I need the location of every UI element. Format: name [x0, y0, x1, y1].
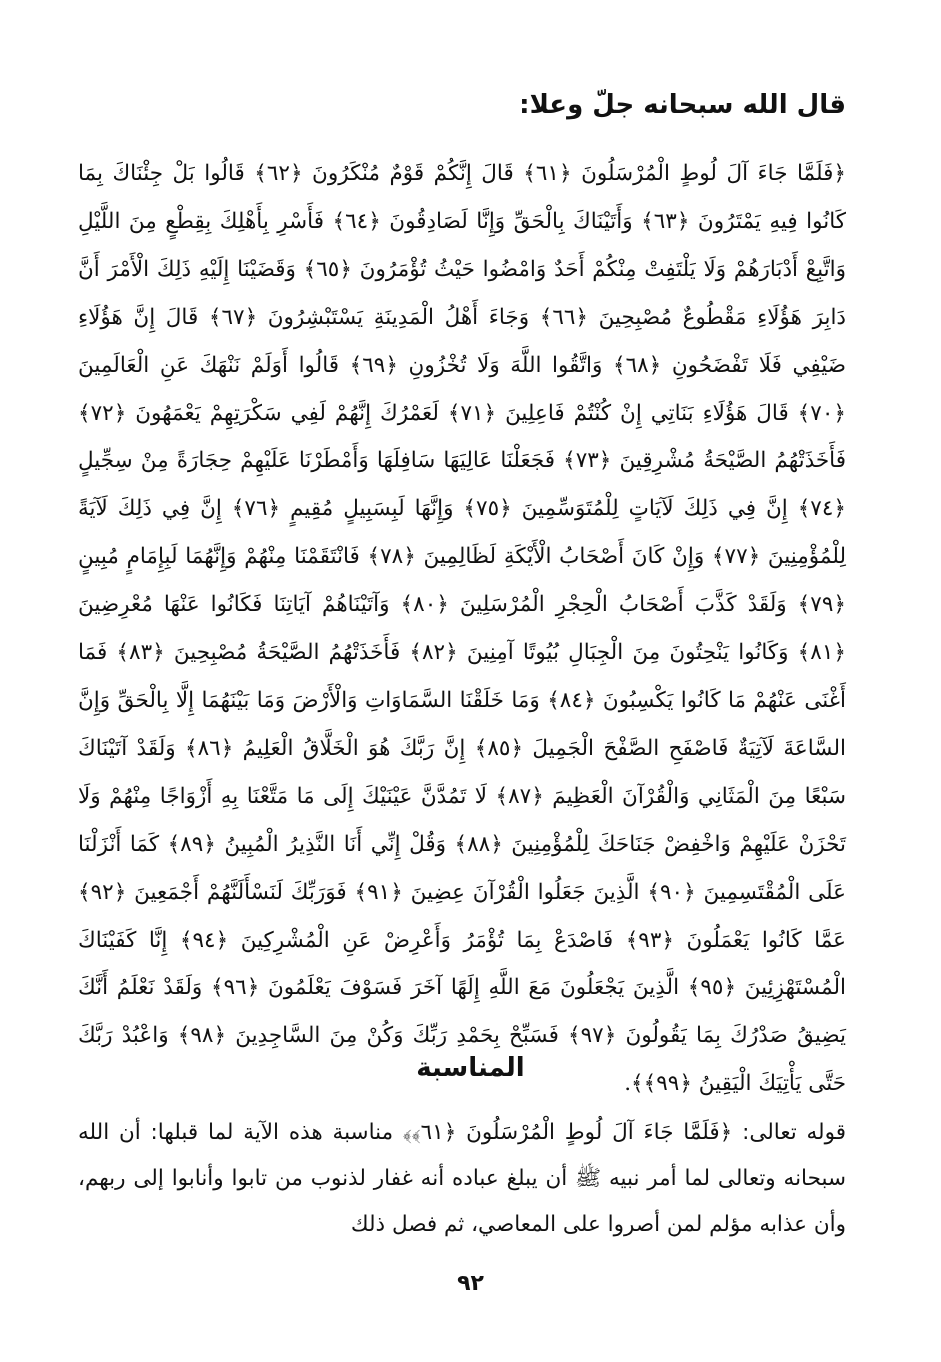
section-title: المناسبة [416, 1053, 525, 1083]
page-number: ٩٢ [457, 1271, 484, 1296]
page-heading: قال الله سبحانه جلّ وعلا: [519, 90, 846, 120]
commentary-paragraph: قوله تعالى: ﴿فَلَمَّا جَاءَ آلَ لُوطٍ الْمُرْسَلُونَ ﴿٦١﴾﴾ مناسبة هذه الآية لما قبلها: أن الله سبحانه وتعالى لما أمر نبيه ﷺ أن يبلغ عباده أنه غفار لذنوب من تابوا وأنابوا إلى ربهم، وأن عذابه مؤلم لمن أصروا على المعاصي، ثم فصل ذلك [78, 1120, 846, 1237]
quran-verses: ﴿فَلَمَّا جَاءَ آلَ لُوطٍ الْمُرْسَلُونَ ﴿٦١﴾ قَالَ إِنَّكُمْ قَوْمٌ مُنْكَرُونَ ﴿٦٢﴾ قَالُوا بَلْ جِئْنَاكَ بِمَا كَانُوا فِيهِ يَمْتَرُونَ ﴿٦٣﴾ وَأَتَيْنَاكَ بِالْحَقِّ وَإِنَّا لَصَادِقُونَ ﴿٦٤﴾ فَأَسْرِ بِأَهْلِكَ بِقِطْعٍ مِنَ اللَّيْلِ وَاتَّبِعْ أَدْبَارَهُمْ وَلَا يَلْتَفِتْ مِنْكُمْ أَحَدٌ وَامْضُوا حَيْثُ تُؤْمَرُونَ ﴿٦٥﴾ وَقَضَيْنَا إِلَيْهِ ذَلِكَ الْأَمْرَ أَنَّ دَابِرَ هَؤُلَاءِ مَقْطُوعٌ مُصْبِحِينَ ﴿٦٦﴾ وَجَاءَ أَهْلُ الْمَدِينَةِ يَسْتَبْشِرُونَ ﴿٦٧﴾ قَالَ إِنَّ هَؤُلَاءِ ضَيْفِي فَلَا تَفْضَحُونِ ﴿٦٨﴾ وَاتَّقُوا اللَّهَ وَلَا تُخْزُونِ ﴿٦٩﴾ قَالُوا أَوَلَمْ نَنْهَكَ عَنِ الْعَالَمِينَ ﴿٧٠﴾ قَالَ هَؤُلَاءِ بَنَاتِي إِنْ كُنْتُمْ فَاعِلِينَ ﴿٧١﴾ لَعَمْرُكَ إِنَّهُمْ لَفِي سَكْرَتِهِمْ يَعْمَهُونَ ﴿٧٢﴾ فَأَخَذَتْهُمُ الصَّيْحَةُ مُشْرِقِينَ ﴿٧٣﴾ فَجَعَلْنَا عَالِيَهَا سَافِلَهَا وَأَمْطَرْنَا عَلَيْهِمْ حِجَارَةً مِنْ سِجِّيلٍ ﴿٧٤﴾ إِنَّ فِي ذَلِكَ لَآيَاتٍ لِلْمُتَوَسِّمِينَ ﴿٧٥﴾ وَإِنَّهَا لَبِسَبِيلٍ مُقِيمٍ ﴿٧٦﴾ إِنَّ فِي ذَلِكَ لَآيَةً لِلْمُؤْمِنِينَ ﴿٧٧﴾ وَإِنْ كَانَ أَصْحَابُ الْأَيْكَةِ لَظَالِمِينَ ﴿٧٨﴾ فَانْتَقَمْنَا مِنْهُمْ وَإِنَّهُمَا لَبِإِمَامٍ مُبِينٍ ﴿٧٩﴾ وَلَقَدْ كَذَّبَ أَصْحَابُ الْحِجْرِ الْمُرْسَلِينَ ﴿٨٠﴾ وَآتَيْنَاهُمْ آيَاتِنَا فَكَانُوا عَنْهَا مُعْرِضِينَ ﴿٨١﴾ وَكَانُوا يَنْحِتُونَ مِنَ الْجِبَالِ بُيُوتًا آمِنِينَ ﴿٨٢﴾ فَأَخَذَتْهُمُ الصَّيْحَةُ مُصْبِحِينَ ﴿٨٣﴾ فَمَا أَغْنَى عَنْهُمْ مَا كَانُوا يَكْسِبُونَ ﴿٨٤﴾ وَمَا خَلَقْنَا السَّمَاوَاتِ وَالْأَرْضَ وَمَا بَيْنَهُمَا إِلَّا بِالْحَقِّ وَإِنَّ السَّاعَةَ لَآتِيَةٌ فَاصْفَحِ الصَّفْحَ الْجَمِيلَ ﴿٨٥﴾ إِنَّ رَبَّكَ هُوَ الْخَلَّاقُ الْعَلِيمُ ﴿٨٦﴾ وَلَقَدْ آتَيْنَاكَ سَبْعًا مِنَ الْمَثَانِي وَالْقُرْآنَ الْعَظِيمَ ﴿٨٧﴾ لَا تَمُدَّنَّ عَيْنَيْكَ إِلَى مَا مَتَّعْنَا بِهِ أَزْوَاجًا مِنْهُمْ وَلَا تَحْزَنْ عَلَيْهِمْ وَاخْفِضْ جَنَاحَكَ لِلْمُؤْمِنِينَ ﴿٨٨﴾ وَقُلْ إِنِّي أَنَا النَّذِيرُ الْمُبِينُ ﴿٨٩﴾ كَمَا أَنْزَلْنَا عَلَى الْمُقْتَسِمِينَ ﴿٩٠﴾ الَّذِينَ جَعَلُوا الْقُرْآنَ عِضِينَ ﴿٩١﴾ فَوَرَبِّكَ لَنَسْأَلَنَّهُمْ أَجْمَعِينَ ﴿٩٢﴾ عَمَّا كَانُوا يَعْمَلُونَ ﴿٩٣﴾ فَاصْدَعْ بِمَا تُؤْمَرُ وَأَعْرِضْ عَنِ الْمُشْرِكِينَ ﴿٩٤﴾ إِنَّا كَفَيْنَاكَ الْمُسْتَهْزِئِينَ ﴿٩٥﴾ الَّذِينَ يَجْعَلُونَ مَعَ اللَّهِ إِلَهًا آخَرَ فَسَوْفَ يَعْلَمُونَ ﴿٩٦﴾ وَلَقَدْ نَعْلَمُ أَنَّكَ يَضِيقُ صَدْرُكَ بِمَا يَقُولُونَ ﴿٩٧﴾ فَسَبِّحْ بِحَمْدِ رَبِّكَ وَكُنْ مِنَ السَّاجِدِينَ ﴿٩٨﴾ وَاعْبُدْ رَبَّكَ حَتَّى يَأْتِيَكَ الْيَقِينُ ﴿٩٩﴾﴾. [78, 161, 847, 1097]
